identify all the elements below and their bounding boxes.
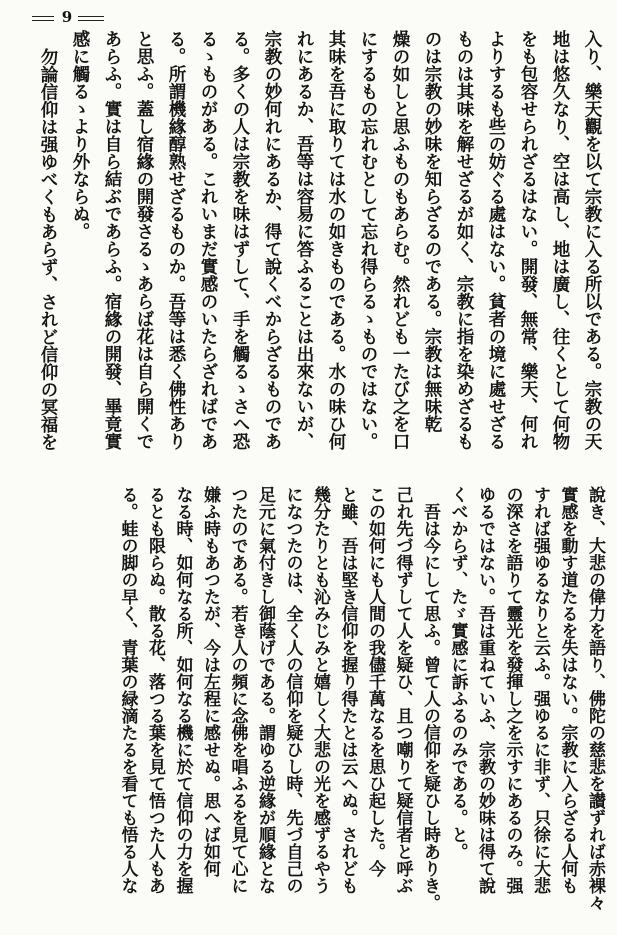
text-column: 地は悠久なり、空は高し、地は廣し、往くとして何物 — [550, 30, 570, 450]
text-column: れにあるか、吾等は容易に答ふることは出來ないが、 — [294, 30, 314, 450]
text-column: 己れ先づ得ずして人を疑ひ、且つ嘲りて疑信者と呼ぶ — [392, 486, 413, 894]
text-column: 燥の如しと思ふものもあらむ。然れども一たび之を口 — [390, 30, 410, 450]
text-column: なる時、如何なる所、如何なる機に於て信仰の力を握 — [172, 486, 193, 894]
lower-text-block — [113, 486, 608, 932]
text-column: になつたのは、全く人の信仰を疑ひし時、先づ自己の — [282, 486, 303, 894]
text-column: るゝものがある。これいまだ實感のいたらざればであ — [198, 30, 218, 450]
text-column: 入り、樂天觀を以て宗教に入る所以である。宗教の天 — [582, 30, 602, 450]
text-column: 其味を吾に取りては水の如きものである。水の味ひ何 — [326, 30, 346, 450]
text-column: る。所謂機緣醇熟せざるものか。吾等は悉く佛性あり — [166, 30, 186, 450]
text-column: すれば强ゆるなりと云ふ。强ゆるに非ず、只徐に大悲 — [530, 486, 550, 894]
page-number: 9 — [61, 8, 73, 26]
text-column: る。蛙の脚の早く、青葉の緑滴たるを看ても悟る人な — [117, 486, 138, 894]
text-column: ものは其味を解せざるが如く、宗教に指を染めざるも — [454, 30, 474, 450]
text-column: と思ふ。蓋し宿緣の開發さるゝあらば花は自ら開くで — [134, 30, 154, 450]
text-column: あらふ。實は自ら結ぶであらふ。宿緣の開發、畢竟實 — [102, 30, 122, 450]
text-column: ゆるではない。吾は重ねていふ、宗教の妙味は得て說 — [475, 486, 495, 894]
upper-text-block — [32, 30, 608, 478]
text-column: る。多くの人は宗教を味はずして、手を觸るゝさへ恐 — [230, 30, 250, 450]
text-column: の深さを語りて靈光を發揮し之を示すにあるのみ。强 — [502, 486, 523, 894]
text-column: のは宗教の妙味を知らざるのである。宗教は無味乾 — [422, 30, 442, 433]
text-column: くべからず、たゞ實感に訴ふるのみである。と。 — [447, 486, 468, 860]
text-column: 實感を動す道たるを失はない。宗教に入らざる人何も — [557, 486, 578, 894]
page-header — [32, 6, 108, 28]
text-column: 吾は今にして思ふ。曾て人の信仰を疑ひし時ありき。 — [420, 503, 440, 911]
text-column: 幾分たりとも沁みじみと嬉しく大悲の光を感ずるやう — [310, 486, 330, 894]
header-rule-right — [78, 16, 104, 21]
text-column: をも包容せられざるはない。開發、無常、樂天、何れ — [518, 30, 538, 450]
text-column: 感に觸るゝより外ならぬ。 — [70, 30, 90, 240]
text-column: 嫌ふ時もあつたが、今は左程に感せぬ。思へば如何 — [200, 486, 220, 877]
header-rule-left — [32, 16, 54, 21]
text-column: つたのである。若き人の頻に念佛を唱ふるを見て心に — [227, 486, 248, 894]
text-column: にするもの忘れむとして忘れ得らるゝものではない。 — [358, 30, 378, 450]
text-column: 說き、大悲の偉力を語り、佛陀の慈悲を讃ずれば赤裸々 — [585, 486, 605, 911]
text-column: るとも限らぬ。散る花、落つる葉を見て悟つた人もあ — [145, 486, 165, 894]
text-column: よりするも些の妨ぐる處はない。貧者の境に處せざる — [486, 30, 506, 450]
text-column: 宗教の妙何れにあるか、得て說くべからざるものであ — [262, 30, 282, 450]
text-column: 勿論信仰は强ゆべくもあらず、されど信仰の冥福を — [38, 47, 58, 450]
text-column: この如何にも人間の我儘千萬なるを思ひ起した。今 — [365, 486, 385, 877]
text-column: 足元に氣付きし御蔭げである。謂ゆる逆緣が順緣とな — [255, 486, 275, 894]
text-column: と雖、吾は堅き信仰を握り得たとは云へぬ。されども — [337, 486, 358, 894]
